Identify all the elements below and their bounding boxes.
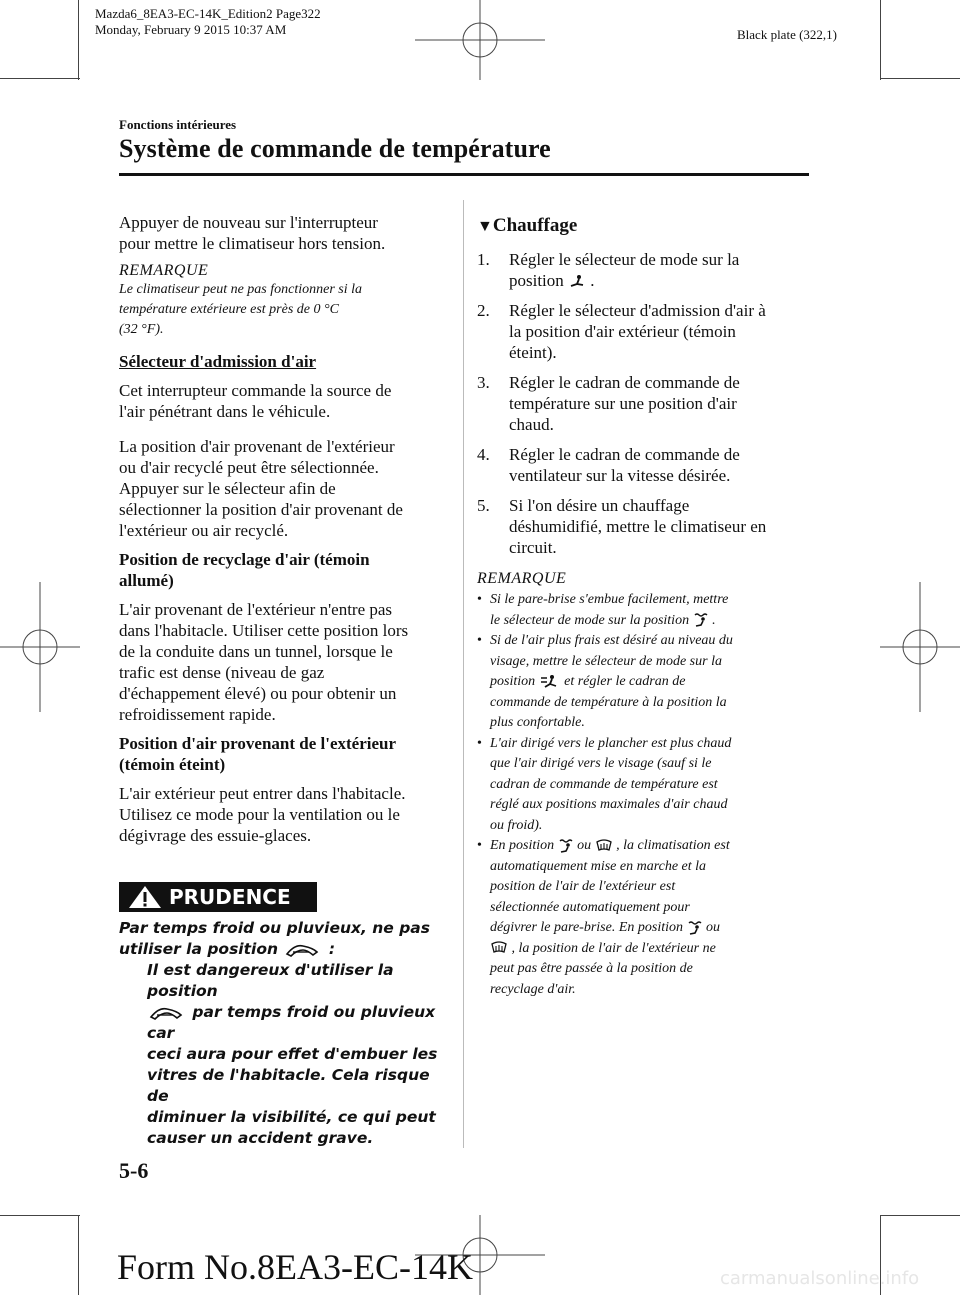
bullet-item bbox=[477, 734, 817, 837]
step-body bbox=[509, 300, 766, 363]
text-line: Régler le cadran de commande de bbox=[509, 373, 740, 393]
text-line: utiliser la position bbox=[119, 940, 279, 958]
text-line: (32 °F). bbox=[119, 322, 164, 337]
text-line: réglé aux positions maximales d'air chaud bbox=[490, 797, 728, 813]
crop-mark bbox=[78, 0, 79, 80]
text-line: température sur une position d'air bbox=[509, 394, 737, 414]
text-line: Si de l'air plus frais est désiré au niveau du bbox=[490, 633, 733, 649]
text-line: peut pas être passée à la position de bbox=[490, 961, 693, 977]
step-number: 3. bbox=[477, 373, 490, 393]
right-column bbox=[477, 215, 817, 1000]
bullet-dot: • bbox=[477, 633, 482, 649]
floor-defrost-mode-icon bbox=[687, 920, 703, 936]
plate-label: Black plate (322,1) bbox=[737, 27, 837, 42]
text-line: Régler le sélecteur d'admission d'air à bbox=[509, 301, 766, 321]
text-line: Le climatiseur peut ne pas fonctionner si la bbox=[119, 282, 363, 297]
step-number: 1. bbox=[477, 250, 490, 269]
text-line: la position d'air extérieur (témoin bbox=[509, 322, 736, 342]
step bbox=[477, 495, 817, 558]
remarque-label: REMARQUE bbox=[119, 262, 209, 279]
text-line: déshumidifié, mettre le climatiseur en bbox=[509, 517, 767, 537]
text-line: L'air extérieur peut entrer dans l'habitacle. bbox=[119, 784, 406, 803]
step-body bbox=[509, 444, 740, 486]
text-line: Position d'air provenant de l'extérieur bbox=[119, 734, 397, 753]
caution-body bbox=[119, 960, 449, 1149]
text-line: refroidissement rapide. bbox=[119, 705, 276, 724]
text-line: ventilateur sur la vitesse désirée. bbox=[509, 466, 731, 486]
remarque-text bbox=[119, 280, 449, 340]
warning-icon bbox=[127, 884, 163, 910]
text-line: circuit. bbox=[509, 538, 557, 558]
defrost-mode-icon bbox=[595, 838, 613, 854]
bullet-body bbox=[490, 631, 733, 734]
text-line: d'échappement élevé) ou pour obtenir un bbox=[119, 684, 397, 703]
text-line: L'air dirigé vers le plancher est plus chaud bbox=[490, 735, 732, 751]
floor-mode-icon bbox=[568, 273, 586, 291]
file-line-2: Monday, February 9 2015 10:37 AM bbox=[95, 22, 287, 37]
crop-mark bbox=[880, 0, 881, 80]
text-line: L'air provenant de l'extérieur n'entre pas bbox=[119, 600, 393, 619]
text-line: commande de température à la position la bbox=[490, 694, 727, 710]
step-number: 5. bbox=[477, 496, 490, 516]
bullet-item bbox=[477, 836, 817, 1000]
defrost-mode-icon bbox=[490, 940, 508, 956]
step-body bbox=[509, 372, 740, 435]
crop-mark bbox=[880, 78, 960, 79]
text-line: automatiquement mise en marche et la bbox=[490, 858, 707, 874]
crop-mark bbox=[78, 1215, 79, 1295]
text-line: , la position de l'air de l'extérieur ne bbox=[511, 940, 716, 956]
caution-line: Par temps froid ou pluvieux, ne pas bbox=[119, 919, 430, 937]
recirculation-icon bbox=[283, 942, 323, 958]
text-line: ou bbox=[706, 920, 720, 936]
text-line: ou bbox=[577, 838, 592, 854]
text-line: , la climatisation est bbox=[616, 838, 730, 854]
step bbox=[477, 249, 817, 291]
text-line: de la conduite dans un tunnel, lorsque le bbox=[119, 642, 393, 661]
text-line: température extérieure est près de 0 °C bbox=[119, 302, 339, 317]
crop-mark bbox=[0, 1215, 80, 1216]
chauffage-heading bbox=[477, 215, 817, 237]
subheading bbox=[119, 733, 449, 775]
bullet-dot: • bbox=[477, 735, 482, 751]
page-title: Système de commande de température bbox=[119, 134, 551, 163]
text-line: dans l'habitacle. Utiliser cette position lors bbox=[119, 621, 409, 640]
caution-line: ceci aura pour effet d'embuer les bbox=[147, 1045, 438, 1063]
step-row bbox=[477, 249, 817, 291]
caution-line: diminuer la visibilité, ce qui peut bbox=[147, 1108, 436, 1126]
paragraph bbox=[119, 380, 449, 422]
text-line: position bbox=[490, 674, 536, 690]
recirculation-icon bbox=[147, 1005, 187, 1021]
text-line: dégivrer le pare-brise. En position bbox=[490, 920, 683, 936]
text-line: par temps froid ou pluvieux car bbox=[147, 1003, 436, 1042]
remarque-label: REMARQUE bbox=[477, 570, 567, 588]
text-line: position de l'air de l'extérieur est bbox=[490, 879, 676, 895]
caution-line: causer un accident grave. bbox=[147, 1129, 374, 1147]
text-line: En position bbox=[490, 838, 555, 854]
text-line: Cet interrupteur commande la source de bbox=[119, 381, 392, 400]
text-line: ou d'air recyclé peut être sélectionnée. bbox=[119, 458, 379, 477]
text-line: ou froid). bbox=[490, 817, 543, 833]
bullet-dot: • bbox=[477, 592, 482, 608]
text-line: (témoin éteint) bbox=[119, 755, 226, 774]
section-label: Fonctions intérieures bbox=[119, 117, 237, 132]
text-line: recyclage d'air. bbox=[490, 981, 576, 997]
bullet-item bbox=[477, 631, 817, 734]
column-divider bbox=[463, 200, 464, 1148]
text-line: : bbox=[328, 940, 336, 958]
registration-mark-top bbox=[415, 0, 545, 80]
text-line: l'extérieur ou air recyclé. bbox=[119, 521, 289, 540]
caution-line: vitres de l'habitacle. Cela risque de bbox=[147, 1066, 430, 1105]
text-line: . bbox=[590, 271, 595, 290]
text-line: Appuyer de nouveau sur l'interrupteur bbox=[119, 213, 378, 232]
step bbox=[477, 444, 817, 486]
text-line: sélectionnée automatiquement pour bbox=[490, 899, 690, 915]
caution-line: Il est dangereux d'utiliser la position bbox=[147, 961, 394, 1000]
registration-mark-right bbox=[880, 582, 960, 712]
step-number: 2. bbox=[477, 301, 490, 321]
text-line: Position de recyclage d'air (témoin bbox=[119, 550, 370, 569]
caution-line bbox=[147, 1002, 449, 1044]
subheading bbox=[119, 549, 449, 591]
floor-defrost-mode-icon bbox=[558, 838, 574, 854]
caution-line bbox=[119, 939, 449, 960]
form-number: Form No.8EA3-EC-14K bbox=[117, 1247, 473, 1287]
registration-mark-left bbox=[0, 582, 80, 712]
text-line: Si l'on désire un chauffage bbox=[509, 496, 690, 516]
bullet-item bbox=[477, 590, 817, 631]
caution-label: PRUDENCE bbox=[169, 885, 291, 909]
caution-banner bbox=[119, 882, 317, 912]
bi-level-mode-icon bbox=[539, 673, 561, 691]
floor-defrost-mode-icon bbox=[693, 612, 709, 628]
text-line: visage, mettre le sélecteur de mode sur la bbox=[490, 653, 722, 669]
crop-mark bbox=[0, 78, 80, 79]
text-line: dégivrage des essuie-glaces. bbox=[119, 826, 312, 845]
text-line: plus confortable. bbox=[490, 715, 585, 731]
text-line: Utilisez ce mode pour la ventilation ou le bbox=[119, 805, 400, 824]
text-line: chaud. bbox=[509, 415, 554, 435]
text-line: pour mettre le climatiseur hors tension. bbox=[119, 234, 386, 253]
text-line: allumé) bbox=[119, 571, 174, 590]
text-line: éteint). bbox=[509, 343, 557, 363]
text-line: Régler le sélecteur de mode sur la bbox=[509, 250, 740, 269]
step-number: 4. bbox=[477, 445, 490, 465]
text-line: Si le pare-brise s'embue facilement, mettre bbox=[490, 592, 729, 608]
paragraph bbox=[119, 599, 449, 725]
text-line: La position d'air provenant de l'extérieur bbox=[119, 437, 395, 456]
text-line: position bbox=[509, 271, 564, 290]
text-line: trafic est dense (niveau de gaz bbox=[119, 663, 325, 682]
watermark: carmanualsonline.info bbox=[720, 1268, 920, 1289]
triangle-icon: ▼ bbox=[477, 218, 493, 235]
bullet-body bbox=[490, 590, 728, 631]
step-body bbox=[509, 495, 766, 558]
text-line: le sélecteur de mode sur la position bbox=[490, 612, 690, 628]
caution-text bbox=[119, 918, 449, 1149]
title-rule bbox=[119, 173, 809, 176]
heading-text: Chauffage bbox=[492, 215, 578, 236]
file-info bbox=[95, 6, 321, 38]
text-line: que l'air dirigé vers le visage (sauf si le bbox=[490, 756, 712, 772]
text-line: Régler le cadran de commande de bbox=[509, 445, 740, 465]
text-line: et régler le cadran de bbox=[564, 674, 686, 690]
file-line-1: Mazda6_8EA3-EC-14K_Edition2 Page322 bbox=[95, 6, 321, 21]
text-line: Appuyer sur le sélecteur afin de bbox=[119, 479, 336, 498]
left-column bbox=[119, 212, 449, 846]
paragraph bbox=[119, 212, 449, 254]
text-line: l'air pénétrant dans le véhicule. bbox=[119, 402, 331, 421]
bullet-dot: • bbox=[477, 838, 482, 854]
bullet-body bbox=[490, 836, 730, 1000]
subheading: Sélecteur d'admission d'air bbox=[119, 352, 317, 371]
bullet-body bbox=[490, 734, 731, 837]
text-line: . bbox=[712, 612, 716, 628]
paragraph bbox=[119, 783, 449, 846]
text-line: sélectionner la position d'air provenant de bbox=[119, 500, 403, 519]
page-number: 5-6 bbox=[119, 1158, 149, 1183]
crop-mark bbox=[880, 1215, 960, 1216]
step bbox=[477, 372, 817, 435]
paragraph bbox=[119, 436, 449, 541]
step-body bbox=[509, 249, 739, 291]
step bbox=[477, 300, 817, 363]
text-line: cadran de commande de température est bbox=[490, 776, 718, 792]
